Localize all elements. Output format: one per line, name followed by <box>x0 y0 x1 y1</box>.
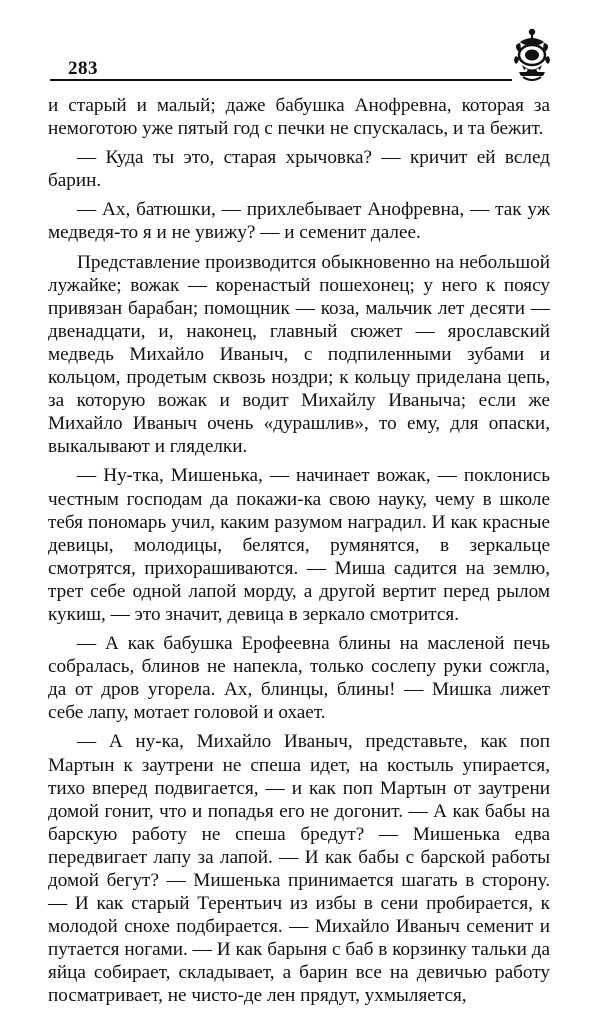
decorative-emblem-icon <box>510 26 554 84</box>
paragraph-7: — А ну-ка, Михайло Иваныч, представьте, как поп Мартын к заутрени не спеша идет, на костыль упирается, тихо вперед подвигается, — и как поп Мартын от заутрени домой гонит, что и попадья его не догонит. — А как бабы на барскую работу не спеша бредут? — Мишенька едва передвигает лапу за лапой. — И как бабы с барской работы домой бегут? — Мишенька принимается шагать в сторону. — И как старый Терентьич из избы в сени пробирается, к молодой снохе подбирается. — Михайло Иваныч семенит и путается ногами. — И как барыня с баб в корзинку тальки да яйца собирает, складывает, а барин все на девичью работу посматривает, не чисто-де лен прядут, ухмыляется, <box>48 731 550 1007</box>
page-text <box>48 94 550 1014</box>
paragraph-6: — А как бабушка Ерофеевна блины на масленой печь собралась, блинов не напекла, только сослепу руки сожгла, да от дров угорела. Ах, блинцы, блины! — Мишка лижет себе лапу, мотает головой и охает. <box>48 633 550 724</box>
paragraph-5: — Ну-тка, Мишенька, — начинает вожак, — поклонись честным господам да покажи-ка свою науку, чему в школе тебя пономарь учил, каким разумом наградил. И как красные девицы, молодицы, белятся, румянятся, в зеркальце смотрятся, прихорашиваются. — Миша садится на землю, трет себе одной лапой морду, а другой вертит перед рылом кукиш, — это значит, девица в зеркало смотрится. <box>48 465 550 625</box>
paragraph-2: — Куда ты это, старая хрычовка? — кричит ей вслед барин. <box>48 147 550 192</box>
page-header <box>0 0 600 92</box>
paragraph-4: Представление производится обыкновенно на небольшой лужайке; вожак — коренастый пошехонец; у него к поясу привязан барабан; помощник — коза, мальчик лет десяти — двенадцати, и, наконец, главный сюжет — ярославский медведь Михайло Иваныч, с подпиленными зубами и кольцом, продетым сквозь ноздри; к кольцу приделана цепь, за которую вожак и водит Михайлу Иваныча; если же Михайло Иваныч очень «дурашлив», то ему, для опаски, выкалывают и гляделки. <box>48 251 550 458</box>
paragraph-3: — Ах, батюшки, — прихлебывает Анофревна, — так уж медведя-то я и не увижу? — и семенит далее. <box>48 199 550 244</box>
page-number: 283 <box>68 58 98 79</box>
header-rule <box>50 79 512 81</box>
paragraph-1: и старый и малый; даже бабушка Анофревна, которая за немоготою уже пятый год с печки не спускалась, и та бежит. <box>48 95 550 140</box>
